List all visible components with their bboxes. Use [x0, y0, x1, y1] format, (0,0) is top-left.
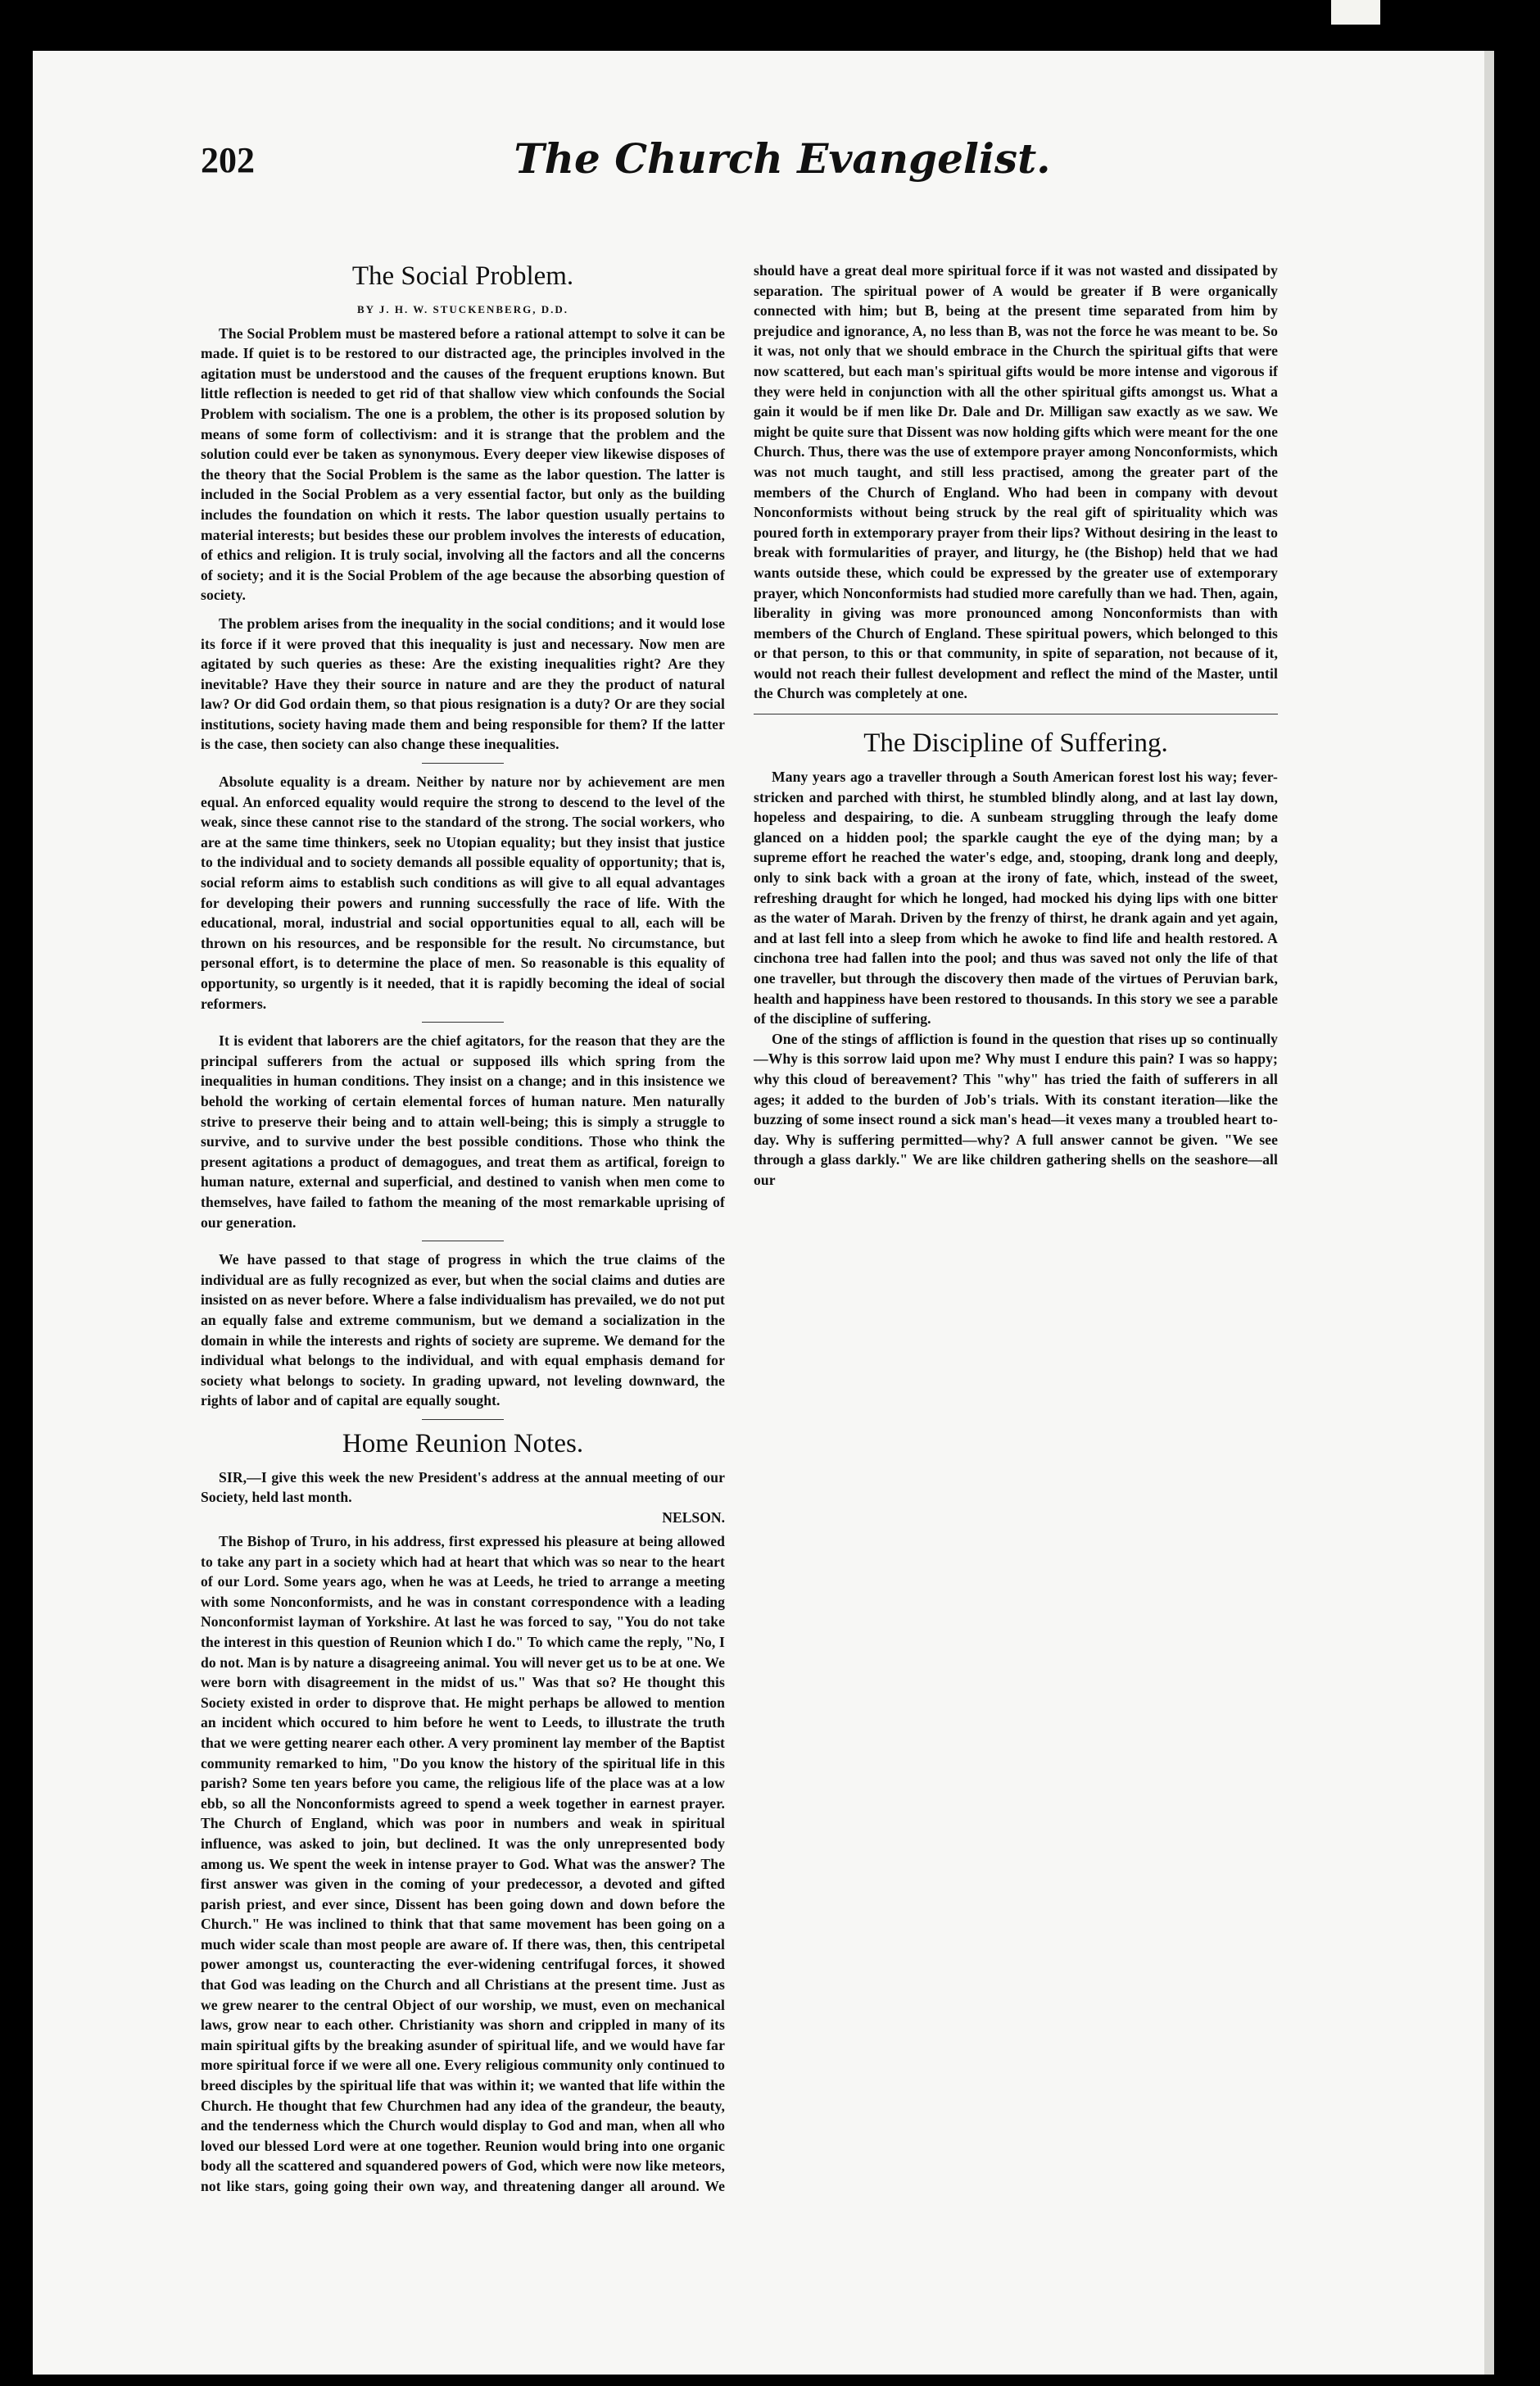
- page-number: 202: [201, 140, 255, 180]
- social-problem-paragraph: The problem arises from the inequality in the social conditions; and it would lose its force if it were proved that this inequality is just and necessary. Now men are agitated by such queries as these: Are the existing inequalities right? Are they inevitable? Have they their source in nature and are they the product of natural law? Or did God ordain them, so that pious resignation is a duty? Or are they social institutions, society having made them and being responsible for them? If the latter is the case, then society can also change these inequalities.: [201, 615, 725, 753]
- home-reunion-paragraph: The Bishop of Truro, in his address, first expressed his pleasure at being allowed to take any part in a society which had at heart that which was so near to the heart of our Lord. Some years ago, when he was at Leeds, he tried to arrange a meeting with some Nonconformists, and he was in constant correspondence with a leading Nonconformist layman of Yorkshire. At last he was forced to say, "You do not take the interest in this question of Reunion which I do." To which came the reply, "No, I do not. Man is by nature a disagreeing animal. You will never get us to be at one. We were born with disagreement in the midst of us." Was that so? He thought this Society existed in order to disprove that. He might perhaps be allowed to mention an incident which occured to him before he went to Leeds, to illustrate the truth that we were getting nearer each other. A very prominent lay member of the Baptist community remarked to him, "Do you know the history of the spiritual life in this parish? Some ten years before you came, the religious life of the place was at a low ebb, so all the Nonconformists agreed to spend a week together in earnest prayer. The Church of England, which was poor in numbers and weak in spiritual influence, was asked to join, but declined. It was the only unrepresented body among us. We spent the week in intense prayer to God. What was the answer? The first answer was given in the coming of your predecessor, a devoted and gifted parish priest, and ever since, Dissent has been going down and down before the Church." He was inclined to think that that same movement has been going on a much wider scale than most people are aware of. If there was, then, this centripetal power amongst us, counteracting the ever-widening centrifugal forces, it showed that God was leading on the Church and all Christians at the present time. Just as we grew nearer to the central Object of our worship, we must, even on mechanical laws, grow near to each other. Christianity was shorn and crippled in many of its main spiritual gifts by the breaking asunder of spiritual life, and we would have far more spiritual force if we were all one. Every religious community only continued to breed disciples by the spiritual life that was within it; we wanted that life within the Church. He thought that few Churchmen had any idea of the grandeur, the beauty, and the tenderness which the Church would display to God and man, when all who loved our blessed Lord were at one together. Reunion would bring into one organic body all the scattered and squandered powers of God, which were now like meteors, not like stars, going going their own way, and threatening danger all around. We: [201, 1533, 725, 2194]
- home-reunion-paragraph-continued: should have a great deal more spiritual force if it was not wasted and dissipated by separation. The spiritual power of A would be greater if B were organically connected with him; but B, being at the present time separated from him by prejudice and ignorance, A, no less than B, was not the force he was meant to be. So it was, not only that we should embrace in the Church the spiritual gifts that were now scattered, but each man's spiritual gifts would be more intense and vigorous if they were held in conjunction with all the other spiritual gifts amongst us. What a gain it would be if men like Dr. Dale and Dr. Milligan saw exactly as we saw. We might be quite sure that Dissent was now holding gifts which were meant for the one Church. Thus, there was the use of extempore prayer among Nonconformists, which was not much taught, and still less practised, among the greater part of the members of the Church of England. Who had been in company with devout Nonconformists without being struck by the real gift of spirituality which was poured forth in extemporary prayer from their lips? Without desiring in the least to break with formularities of prayer, and liturgy, he (the Bishop) held that we had wants outside these, which could be expressed by the greater use of extemporary prayer, which Nonconformists had studied more carefully than we had. Then, again, liberality in giving was more pronounced among Nonconformists than with members of the Church of England. These spiritual powers, which belonged to this or that person, to this or that community, in spite of separation, not because of it, would not reach their fullest development and reflect the mind of the Master, until the Church was completely at one.: [754, 262, 1278, 702]
- scan-artifact: [1331, 0, 1380, 25]
- journal-title: The Church Evangelist.: [514, 134, 1051, 183]
- page-header: [201, 134, 1364, 192]
- home-reunion-signoff: NELSON.: [662, 1509, 725, 1526]
- home-reunion-text-left: [201, 1531, 725, 2197]
- social-problem-paragraph: The Social Problem must be mastered before a rational attempt to solve it can be made. If quiet is to be restored to our distracted age, the principles involved in the agitation must be understood and the causes of the frequent eruptions known. But little reflection is needed to get rid of that shallow view which confounds the Social Problem with socialism. The one is a problem, the other is its proposed solution by means of some form of collectivism: and it is strange that the problem and the solution could ever be taken as synonymous. Every deeper view likewise disposes of the theory that the Social Problem is the same as the labor question. The latter is included in the Social Problem as a very essential factor, but only as the building includes the foundation on which it rests. The labor question usually pertains to material interests; but besides these our problem involves the interests of education, of ethics and religion. It is truly social, involving all the factors and all the concerns of society; and it is the Social Problem of the age because the absorbing question of society.: [201, 324, 725, 604]
- left-column: [201, 261, 725, 1528]
- article-title-social-problem: The Social Problem.: [351, 261, 574, 291]
- discipline-paragraph: Many years ago a traveller through a South American forest lost his way; fever-stricken and parched with thirst, he stumbled blindly along, and at last lay down, hopeless and despairing, to die. A sunbeam struggling through the leafy dome glanced on a hidden pool; the sparkle caught the eye of the dying man; by a supreme effort he reached the water's edge, and, stooping, drank long and deeply, only to sink back with a groan at the irony of fate, which, instead of the sweet, refreshing draught for which he longed, had mocked his dying lips with one bitter as the water of Marah. Driven by the frenzy of thirst, he drank again and yet again, and at last fell into a sleep from which he awoke to find life and health restored. A cinchona tree had fallen into the pool; and thus was saved not only the life of that one traveller, but through the discovery then made of the virtues of Peruvian bark, health and happiness have been restored to thousands. In this story we see a parable of the discipline of suffering.: [754, 769, 1278, 1027]
- home-reunion-intro: SIR,—I give this week the new President's address at the annual meeting of our Society, held last month.: [201, 1468, 725, 1506]
- social-problem-paragraph: It is evident that laborers are the chief agitators, for the reason that they are the principal sufferers from the actual or supposed ills which spring from the inequalities in human conditions. They insist on a change; and in this insistence we behold the working of certain elemental forces of human nature. Men naturally strive to preserve their being and to attain well-being; this is simply a struggle to survive, and to survive under the best possible conditions. Those who think the present agitations a product of demagogues, and treat them as artifical, foreign to human nature, external and superficial, and destined to vanish when men come to themselves, have failed to fathom the meaning of the most remarkable uprising of our generation.: [201, 1032, 725, 1231]
- discipline-paragraph: One of the stings of affliction is found in the question that rises up so continually—Why is this sorrow laid upon me? Why must I endure this pain? I was so happy; why this cloud of bereavement? This "why" has tried the faith of sufferers in all ages; it added to the burden of Job's trials. With its constant iteration—like the buzzing of some insect round a sick man's head—it vexes many a troubled heart to-day. Why is suffering permitted—why? A full answer cannot be given. "We see through a glass darkly." We are like children gathering shells on the seashore—all our: [754, 1030, 1278, 1188]
- article-byline: BY J. H. W. STUCKENBERG, D.D.: [357, 303, 568, 315]
- social-problem-paragraph: We have passed to that stage of progress in which the true claims of the individual are as fully recognized as ever, but when the social claims and duties are insisted on as never before. Where a false individualism has prevailed, we do not put an equally false and extreme communism, but we demand a socialization in the domain in while the interests and rights of society are supreme. We demand for the individual what belongs to the individual, and with equal emphasis demand for society what belongs to society. In grading upward, not leveling downward, the rights of labor and of capital are equally sought.: [201, 1251, 725, 1409]
- article-title-home-reunion: Home Reunion Notes.: [342, 1428, 584, 1458]
- right-column: [754, 261, 1278, 1191]
- adjacent-page-edge: [1484, 51, 1494, 2375]
- social-problem-paragraph: Absolute equality is a dream. Neither by nature nor by achievement are men equal. An enforced equality would require the strong to descend to the level of the weak, since these cannot rise to the standard of the strong. The social workers, who are at the same time thinkers, seek no Utopian equality; but they insist that justice to the individual and to society demands all possible equality of opportunity; that is, social reform aims to establish such conditions as will give to all equal advantages for developing their powers and running successfully the race of life. With the educational, moral, industrial and social opportunities equal to all, each will be thrown on his resources, and be responsible for the result. No circumstance, but personal effort, is to determine the place of men. So reasonable is this equality of opportunity, so urgently is it needed, that it is rapidly becoming the ideal of social reformers.: [201, 773, 725, 1012]
- article-title-discipline: The Discipline of Suffering.: [863, 728, 1168, 759]
- section-divider: [422, 1022, 504, 1023]
- section-divider: [422, 763, 504, 764]
- home-reunion-text-right: [754, 261, 1278, 704]
- article-end-divider: [422, 1419, 504, 1420]
